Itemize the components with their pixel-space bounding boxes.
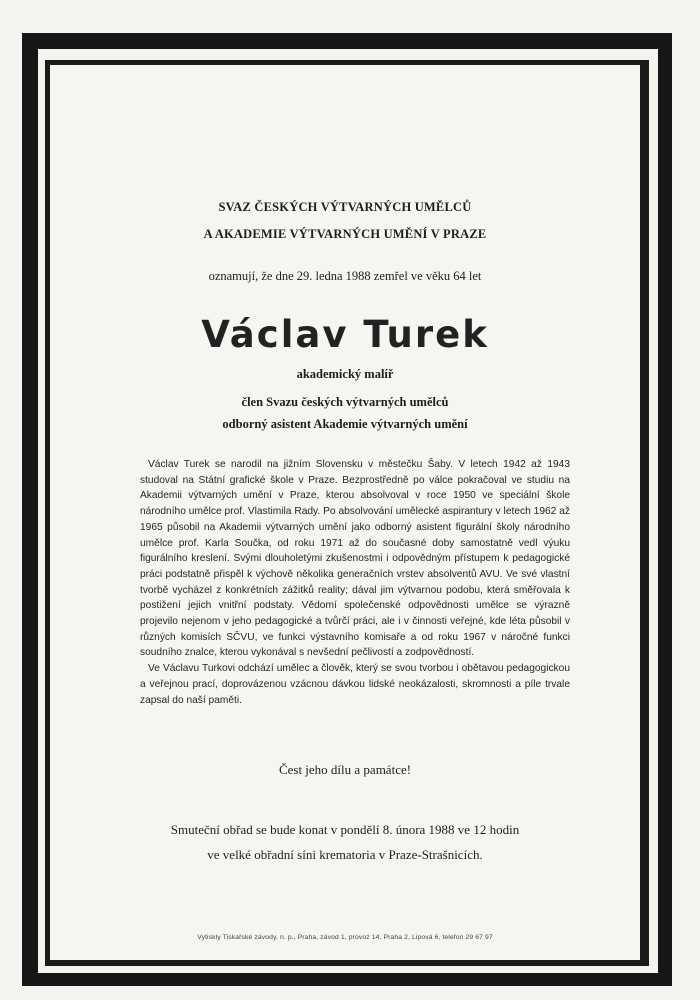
deceased-name: Václav Turek: [201, 313, 489, 356]
biography-paragraph-2: Ve Václavu Turkovi odchází umělec a člověk, který se svou tvorbou i obětavou pedagogickou a veřejnou prací, doprovázenou vzácnou dávkou lidské neokázalosti, skromnosti a píle trvale zapsal do naší paměti.: [140, 663, 570, 706]
deceased-title: akademický malíř: [296, 367, 394, 381]
death-announcement: oznamují, že dne 29. ledna 1988 zemřel ve věku 64 let: [208, 269, 482, 283]
biography: [140, 457, 570, 708]
ceremony-line-2: ve velké obřadní síni krematoria v Praze-Strašnicích.: [207, 847, 483, 862]
ceremony-info: [50, 817, 640, 867]
ceremony-line-1: Smuteční obřad se bude konat v pondělí 8. února 1988 ve 12 hodin: [170, 822, 520, 837]
issuer-line-1: SVAZ ČESKÝCH VÝTVARNÝCH UMĚLCŮ: [218, 200, 472, 214]
tribute-line: Čest jeho dílu a památce!: [278, 762, 412, 777]
issuer-line-2: A AKADEMIE VÝTVARNÝCH UMĚNÍ V PRAZE: [203, 227, 487, 241]
deceased-role-1: člen Svazu českých výtvarných umělců: [241, 395, 449, 409]
printer-imprint: Vytiskly Tiskařské závody, n. p., Praha, závod 1, provoz 14, Praha 2, Lipová 6, telefon 29 67 97: [197, 934, 493, 941]
notice-content: [50, 65, 640, 960]
biography-paragraph-1: Václav Turek se narodil na jižním Slovensku v městečku Šaby. V letech 1942 až 1943 studoval na Státní grafické škole v Praze. Bezprostředně po válce pokračoval ve studiu na Akademii výtvarných umění v Praze, kterou absolvoval v roce 1950 ve speciální škole národního umělce prof. Vlastimila Rady. Po absolvování umělecké aspirantury v letech 1962 až 1965 působil na Akademii výtvarných umění jako odborný asistent figurální školy národního umělce prof. Karla Součka, od roku 1971 až do současné doby samostatně vedl výuku figurálního kreslení. Svými dlouholetými zkušenostmi i odpovědným přístupem k pedagogické práci podstatně přispěl k výchově několika generačních vrstev absolventů AVU. Ve své vlastní tvorbě vycházel z konkrétních zážitků reality; dával jim výtvarnou podobu, která směřovala k postižení jejich vnitřní podstaty. Vědomí společenské odpovědnosti umělce se výrazně projevilo nejenom v jeho pedagogické a tvůrčí práci, ale i v činnosti veřejné, kde léta působil v různých komisích SČVU, ve funkci výstavního komisaře a od roku 1967 v náročné funkci soudního znalce, kterou vykonával s nevšední pečlivostí a zodpovědností.: [140, 459, 570, 659]
deceased-role-2: odborný asistent Akademie výtvarných umění: [222, 417, 468, 431]
